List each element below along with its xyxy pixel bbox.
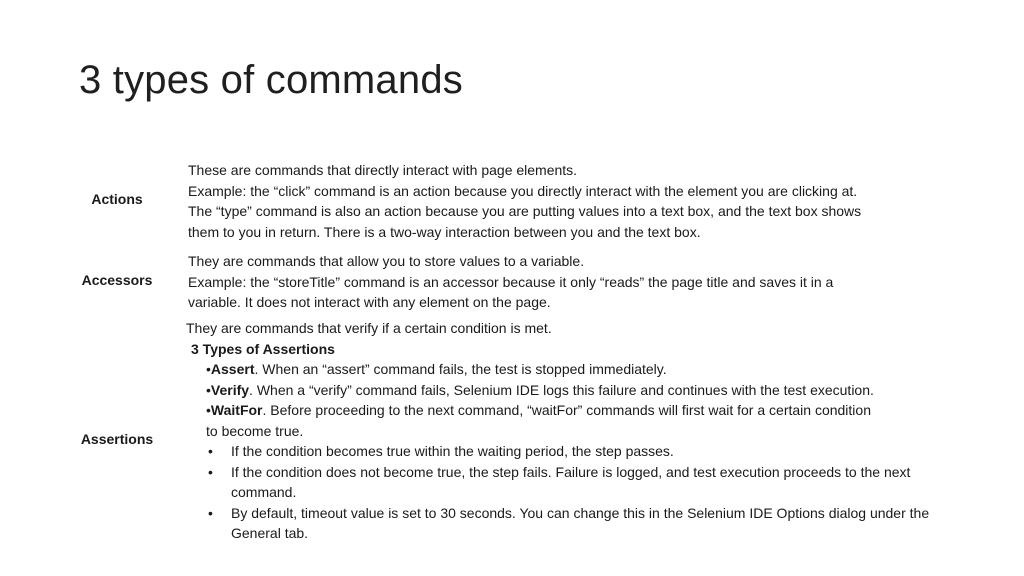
bullet-glyph: • bbox=[206, 381, 211, 398]
verify-type-text: . When a “verify” command fails, Selenium IDE logs this failure and continues with the test execution. bbox=[249, 381, 874, 398]
assert-type-name: Assert bbox=[210, 361, 255, 377]
assertions-intro: They are commands that verify if a certain condition is met. bbox=[186, 320, 552, 336]
waitfor-bullet-list bbox=[186, 441, 981, 544]
accessors-line: They are commands that allow you to store values to a variable. bbox=[188, 253, 585, 269]
accessors-description bbox=[188, 251, 978, 313]
accessors-line: variable. It does not interact with any element on the page. bbox=[188, 294, 551, 310]
bullet-glyph: • bbox=[206, 361, 211, 377]
actions-line: These are commands that directly interact with page elements. bbox=[188, 162, 578, 178]
waitfor-type-text: . Before proceeding to the next command, “waitFor” commands will first wait for a certain condition bbox=[262, 402, 871, 418]
verify-type bbox=[186, 380, 981, 401]
actions-line: Example: the “click” command is an action because you directly interact with the element you are clicking at. bbox=[188, 182, 858, 199]
bullet-glyph: • bbox=[206, 402, 211, 418]
list-item: • By default, timeout value is set to 30 seconds. You can change this in the Selenium IDE Options dialog under the General tab. bbox=[186, 503, 931, 544]
waitfor-type-name: WaitFor bbox=[210, 402, 263, 418]
accessors-line: Example: the “storeTitle” command is an accessor because it only “reads” the page title and saves it in a bbox=[188, 273, 834, 290]
assertions-label: Assertions bbox=[80, 431, 154, 447]
assertions-description bbox=[186, 318, 981, 544]
actions-description bbox=[188, 160, 978, 242]
waitfor-continuation: to become true. bbox=[206, 422, 304, 439]
actions-line: The “type” command is also an action because you are putting values into a text box, and the text box shows bbox=[188, 203, 862, 219]
list-item: • If the condition does not become true, the step fails. Failure is logged, and test execution proceeds to the next command. bbox=[186, 462, 963, 503]
slide-title: 3 types of commands bbox=[79, 58, 463, 102]
actions-label: Actions bbox=[91, 191, 143, 207]
waitfor-type bbox=[186, 400, 981, 421]
verify-type-name: Verify bbox=[210, 381, 250, 398]
list-item: • If the condition becomes true within the waiting period, the step passes. bbox=[186, 441, 981, 462]
actions-line: them to you in return. There is a two-way interaction between you and the text box. bbox=[188, 223, 701, 240]
assert-type-text: . When an “assert” command fails, the test is stopped immediately. bbox=[254, 361, 667, 377]
assertion-types-heading: 3 Types of Assertions bbox=[191, 340, 335, 357]
assert-type bbox=[186, 359, 981, 380]
accessors-label: Accessors bbox=[81, 272, 153, 288]
